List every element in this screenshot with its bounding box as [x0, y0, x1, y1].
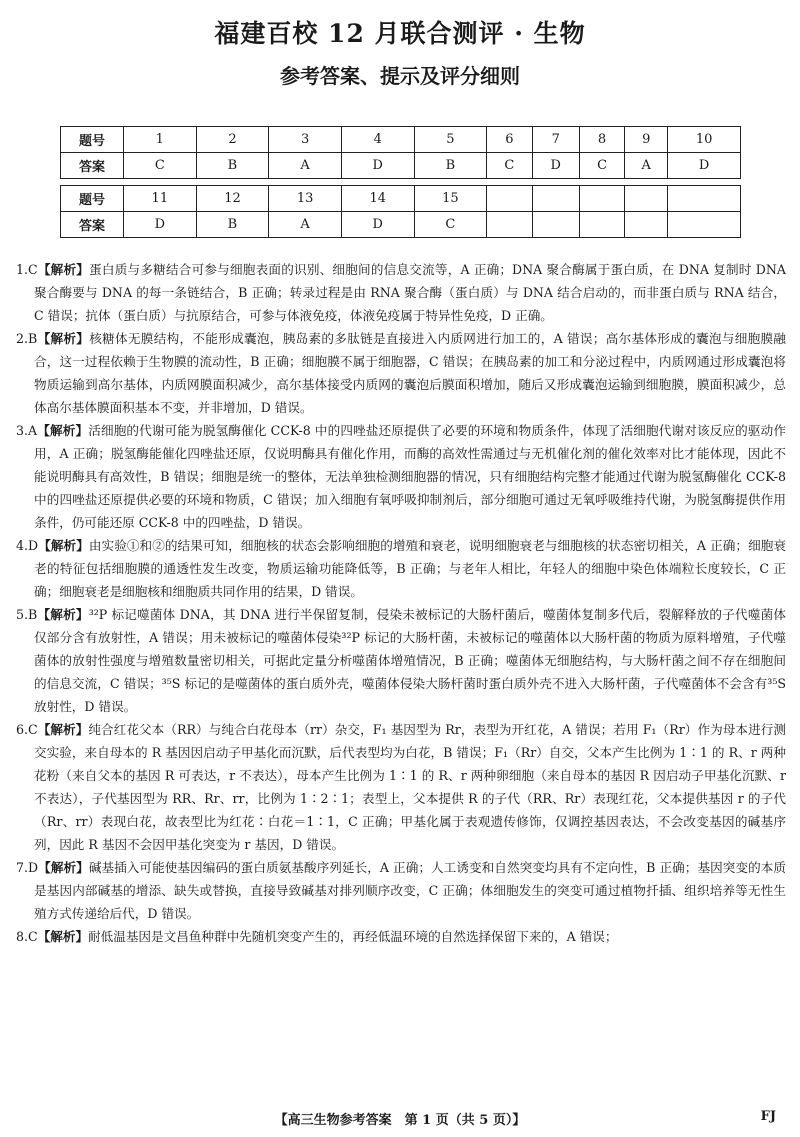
table-cell: C	[414, 212, 487, 238]
table-cell: 1	[124, 127, 197, 153]
table-row-label: 答案	[61, 212, 124, 238]
explanation-item	[16, 534, 786, 603]
table-cell: D	[668, 153, 741, 179]
table-cell: 11	[124, 186, 197, 212]
answer-row	[61, 153, 741, 179]
table-cell: B	[196, 212, 269, 238]
table-cell: 9	[625, 127, 668, 153]
table-cell: 14	[341, 186, 414, 212]
page-subtitle: 参考答案、提示及评分细则	[280, 64, 520, 88]
question-number-row	[61, 186, 741, 212]
analysis-tag: 【解析】	[38, 860, 89, 875]
explanation-text: 碱基插入可能使基因编码的蛋白质氨基酸序列延长，A 正确；人工诱变和自然突变均具有不定向性，B 正确；基因突变的本质是基因内部碱基的增添、缺失或替换，直接导致碱基对排列顺序改变，C 正确；体细胞发生的突变可通过植物扦插、组织培养等无性生殖方式传递给后代，D 错误。	[34, 860, 786, 921]
table-gap	[61, 179, 741, 186]
table-cell: 3	[269, 127, 342, 153]
analysis-tag: 【解析】	[37, 929, 89, 944]
explanation-text: 核糖体无膜结构，不能形成囊泡，胰岛素的多肽链是直接进入内质网进行加工的，A 错误；高尔基体形成的囊泡与细胞膜融合，这一过程依赖于生物膜的流动性，B 正确；细胞膜不属于细胞器，C 错误；在胰岛素的加工和分泌过程中，内质网通过形成囊泡将物质运输到高尔基体，内质网膜面积减少，高尔基体接受内质网的囊泡后膜面积增加，随后又形成囊泡运输到细胞膜，膜面积减少，总体高尔基体膜面积基本不变，并非增加，D 错误。	[34, 331, 787, 415]
table-cell: A	[269, 212, 342, 238]
explanation-item	[16, 603, 786, 718]
question-number: 1.C	[16, 262, 38, 277]
table-cell	[668, 186, 741, 212]
table-cell	[625, 186, 668, 212]
table-cell	[487, 212, 532, 238]
table-cell: C	[124, 153, 197, 179]
explanation-item	[16, 258, 786, 327]
region-code: FJ	[760, 1109, 776, 1124]
question-number: 3.A	[16, 423, 38, 438]
table-cell: D	[341, 153, 414, 179]
explanation-text: 蛋白质与多糖结合可参与细胞表面的识别、细胞间的信息交流等，A 正确；DNA 聚合酶属于蛋白质，在 DNA 复制时 DNA 聚合酶要与 DNA 的每一条链结合，B 正确；转录过程是由 RNA 聚合酶（蛋白质）与 DNA 结合启动的，而非蛋白质与 RNA 结合，C 错误；抗体（蛋白质）与抗原结合，可参与体液免疫，体液免疫属于特异性免疫，D 正确。	[34, 262, 787, 323]
table-cell	[668, 212, 741, 238]
table-cell: C	[487, 153, 532, 179]
table-cell: 2	[196, 127, 269, 153]
table-cell: B	[196, 153, 269, 179]
table-cell: 6	[487, 127, 532, 153]
table-cell: 10	[668, 127, 741, 153]
table-cell	[579, 186, 624, 212]
answer-row	[61, 212, 741, 238]
question-number: 2.B	[16, 331, 38, 346]
table-cell: D	[532, 153, 579, 179]
table-row-label: 答案	[61, 153, 124, 179]
table-cell: 12	[196, 186, 269, 212]
table-cell	[532, 186, 579, 212]
explanation-text: 耐低温基因是文昌鱼种群中先随机突变产生的，再经低温环境的自然选择保留下来的，A 错误；	[88, 929, 618, 944]
table-cell	[532, 212, 579, 238]
table-cell: A	[625, 153, 668, 179]
table-cell: D	[341, 212, 414, 238]
analysis-tag: 【解析】	[37, 423, 89, 438]
table-cell: B	[414, 153, 487, 179]
analysis-tag: 【解析】	[37, 331, 90, 346]
explanations	[16, 258, 786, 948]
analysis-tag: 【解析】	[37, 607, 89, 622]
table-cell: A	[269, 153, 342, 179]
explanation-item	[16, 856, 786, 925]
answer-table	[60, 126, 741, 238]
explanation-item	[16, 419, 786, 534]
table-row-label: 题号	[61, 186, 124, 212]
page-footer: 【高三生物参考答案 第 1 页（共 5 页）】	[274, 1113, 526, 1128]
explanation-item	[16, 327, 786, 419]
table-cell	[625, 212, 668, 238]
table-cell: 13	[269, 186, 342, 212]
explanation-item	[16, 718, 786, 856]
question-number: 8.C	[16, 929, 38, 944]
explanation-item	[16, 925, 786, 948]
analysis-tag: 【解析】	[37, 722, 89, 737]
table-cell: 5	[414, 127, 487, 153]
question-number: 4.D	[16, 538, 39, 553]
question-number-row	[61, 127, 741, 153]
question-number: 6.C	[16, 722, 38, 737]
table-cell: 15	[414, 186, 487, 212]
page-title: 福建百校 12 月联合测评 · 生物	[214, 19, 586, 48]
explanation-text: 活细胞的代谢可能为脱氢酶催化 CCK-8 中的四唑盐还原提供了必要的环境和物质条件，体现了活细胞代谢对该反应的驱动作用，A 正确；脱氢酶能催化四唑盐还原，仅说明酶具有催化作用，而酶的高效性需通过与无机催化剂的催化效率对比才能体现，因此不能说明酶具有高效性，B 错误；细胞是统一的整体，无法单独检测细胞器的情况，只有细胞结构完整才能通过代谢为脱氢酶催化 CCK-8 中的四唑盐还原提供必要的环境和物质，C 错误；加入细胞有氧呼吸抑制剂后，部分细胞可通过无氧呼吸维持代谢，为脱氢酶提供作用条件，仍可能还原 CCK-8 中的四唑盐，D 错误。	[34, 423, 786, 530]
explanation-text: ³²P 标记噬菌体 DNA，其 DNA 进行半保留复制，侵染未被标记的大肠杆菌后，噬菌体复制多代后，裂解释放的子代噬菌体仅部分含有放射性，A 错误；用未被标记的噬菌体侵染³²P 标记的大肠杆菌，未被标记的噬菌体以大肠杆菌的物质为原料增殖，子代噬菌体的放射性强度与增殖数量密切相关，可据此定量分析噬菌体增殖情况，B 正确；噬菌体无细胞结构，与大肠杆菌之间不存在细胞间的信息交流，C 错误；³⁵S 标记的是噬菌体的蛋白质外壳，噬菌体侵染大肠杆菌时蛋白质外壳不进入大肠杆菌，子代噬菌体不会含有³⁵S 放射性，D 错误。	[34, 607, 787, 714]
table-cell: 8	[579, 127, 624, 153]
table-cell: 7	[532, 127, 579, 153]
table-cell	[579, 212, 624, 238]
analysis-tag: 【解析】	[37, 262, 90, 277]
table-cell: C	[579, 153, 624, 179]
explanation-text: 纯合红花父本（RR）与纯合白花母本（rr）杂交，F₁ 基因型为 Rr，表型为开红花，A 错误；若用 F₁（Rr）作为母本进行测交实验，来自母本的 R 基因因启动子甲基化而沉默，后代表型均为白花，B 错误；F₁（Rr）自交，父本产生比例为 1∶1 的 R、r 两种花粉（来自父本的基因 R 可表达，r 不表达），母本产生比例为 1∶1 的 R、r 两种卵细胞（来自母本的基因 R 因启动子甲基化沉默、r 不表达），子代基因型为 RR、Rr、rr，比例为 1∶2∶1；表型上，父本提供 R 的子代（RR、Rr）表现红花，父本提供基因 r 的子代（Rr、rr）表现白花，故表型比为红花∶白花＝1∶1，C 正确；甲基化属于表观遗传修饰，仅调控基因表达，不会改变基因的碱基序列，因此 R 基因不会因甲基化突变为 r 基因，D 错误。	[34, 722, 786, 852]
table-row-label: 题号	[61, 127, 124, 153]
explanation-text: 由实验①和②的结果可知，细胞核的状态会影响细胞的增殖和衰老，说明细胞衰老与细胞核的状态密切相关，A 正确；细胞衰老的特征包括细胞膜的通透性发生改变，物质运输功能降低等，B 正确；与老年人相比，年轻人的细胞中染色体端粒长度较长，C 正确；细胞衰老是细胞核和细胞质共同作用的结果，D 错误。	[34, 538, 786, 599]
table-gap-cell	[61, 179, 741, 186]
question-number: 7.D	[16, 860, 39, 875]
question-number: 5.B	[16, 607, 38, 622]
analysis-tag: 【解析】	[38, 538, 89, 553]
table-cell	[487, 186, 532, 212]
table-cell: 4	[341, 127, 414, 153]
table-cell: D	[124, 212, 197, 238]
